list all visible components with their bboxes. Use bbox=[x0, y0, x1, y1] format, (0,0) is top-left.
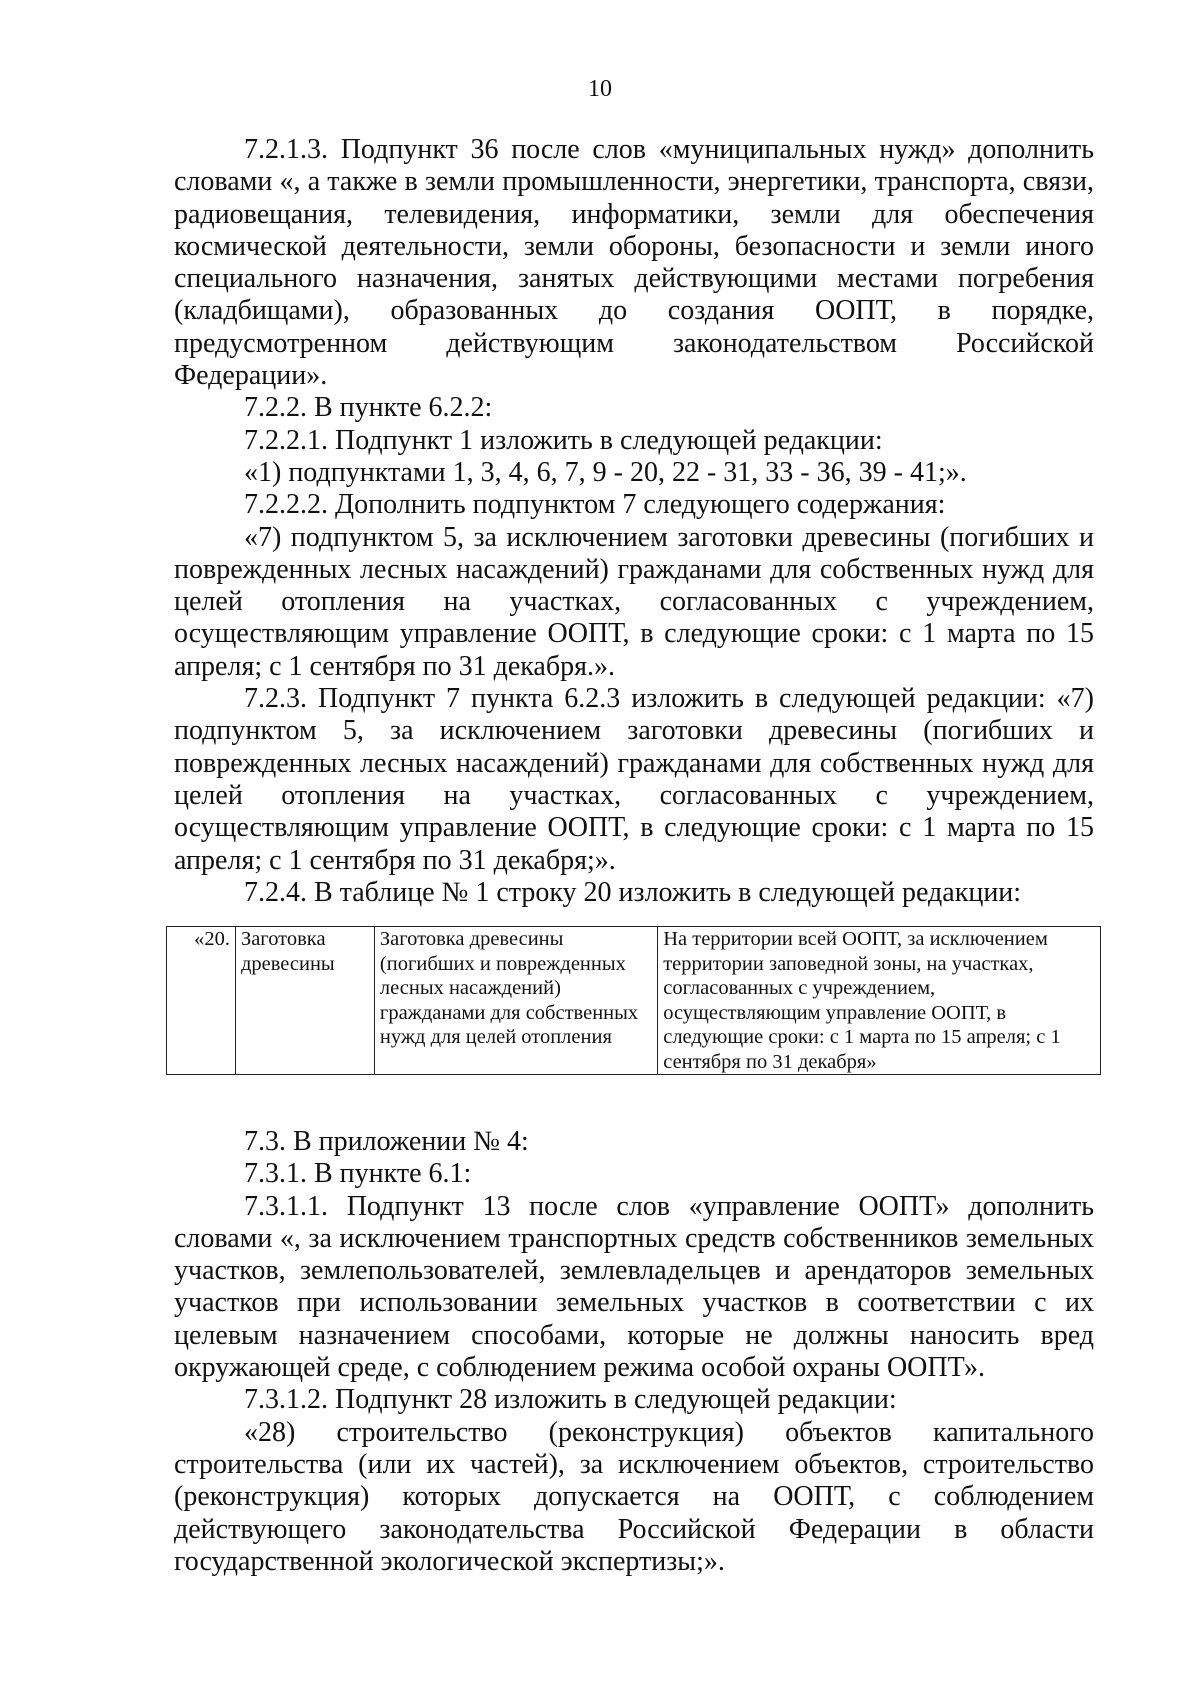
paragraph-7-3-1-1: 7.3.1.1. Подпункт 13 после слов «управление ООПТ» дополнить словами «, за исключением транспортных средств собственников земельных участков, землепользователей, землевладельцев и арендаторов земельных участков при использовании земельных участков в соответствии с их целевым назначением способами, которые не должны наносить вред окружающей среде, с соблюдением режима особой охраны ООПТ». bbox=[174, 1190, 1094, 1384]
paragraph-7-2-2: 7.2.2. В пункте 6.2.2: bbox=[244, 392, 493, 424]
paragraph-7-2-2-2: 7.2.2.2. Дополнить подпунктом 7 следующего содержания: bbox=[244, 489, 946, 521]
scope-cell: На территории всей ООПТ, за исключением территории заповедной зоны, на участках, согласованных с учреждением, осуществляющим управление ООПТ, в следующие сроки: с 1 марта по 15 апреля; с 1 сентября по 31 декабря» bbox=[658, 927, 1101, 1075]
table-row bbox=[167, 927, 1101, 1075]
paragraph-7-2-1-3: 7.2.1.3. Подпункт 36 после слов «муниципальных нужд» дополнить словами «, а также в земли промышленности, энергетики, транспорта, связи, радиовещания, телевидения, информатики, земли для обеспечения космической деятельности, земли обороны, безопасности и земли иного специального назначения, занятых действующими местами погребения (кладбищами), образованных до создания ООПТ, в порядке, предусмотренном действующим законодательством Российской Федерации». bbox=[174, 134, 1094, 392]
description-cell: Заготовка древесины (погибших и поврежденных лесных насаждений) гражданами для собственных нужд для целей отопления bbox=[374, 927, 657, 1075]
paragraph-7-2-2-1: 7.2.2.1. Подпункт 1 изложить в следующей редакции: bbox=[244, 424, 883, 456]
quoted-subitem-28: «28) строительство (реконструкция) объектов капитального строительства (или их частей), за исключением объектов, строительство (реконструкция) которых допускается на ООПТ, с соблюдением действующего законодательства Российской Федерации в области государственной экологической экспертизы;». bbox=[174, 1416, 1094, 1577]
section-amendments-appendix-4 bbox=[174, 1126, 1094, 1578]
page-number: 10 bbox=[588, 76, 612, 102]
row-number-cell: «20. bbox=[167, 927, 236, 1075]
paragraph-7-3: 7.3. В приложении № 4: bbox=[244, 1126, 529, 1157]
activity-cell: Заготовка древесины bbox=[235, 927, 374, 1075]
paragraph-7-2-4: 7.2.4. В таблице № 1 строку 20 изложить в следующей редакции: bbox=[244, 876, 1022, 908]
section-amendments-appendix-3 bbox=[174, 134, 1094, 909]
paragraph-7-3-1: 7.3.1. В пункте 6.1: bbox=[244, 1158, 472, 1190]
quoted-subitem-1: «1) подпунктами 1, 3, 4, 6, 7, 9 - 20, 22 - 31, 33 - 36, 39 - 41;». bbox=[244, 456, 967, 488]
paragraph-7-2-3: 7.2.3. Подпункт 7 пункта 6.2.3 изложить в следующей редакции: «7) подпунктом 5, за исключением заготовки древесины (погибших и поврежденных лесных насаждений) гражданами для собственных нужд для целей отопления на участках, согласованных с учреждением, осуществляющим управление ООПТ, в следующие сроки: с 1 марта по 15 апреля; с 1 сентября по 31 декабря;». bbox=[174, 683, 1094, 876]
amendment-table bbox=[166, 926, 1101, 1075]
quoted-subitem-7: «7) подпунктом 5, за исключением заготовки древесины (погибших и поврежденных лесных насаждений) гражданами для собственных нужд для целей отопления на участках, согласованных с учреждением, осуществляющим управление ООПТ, в следующие сроки: с 1 марта по 15 апреля; с 1 сентября по 31 декабря.». bbox=[174, 521, 1094, 682]
paragraph-7-3-1-2: 7.3.1.2. Подпункт 28 изложить в следующей редакции: bbox=[244, 1384, 897, 1416]
